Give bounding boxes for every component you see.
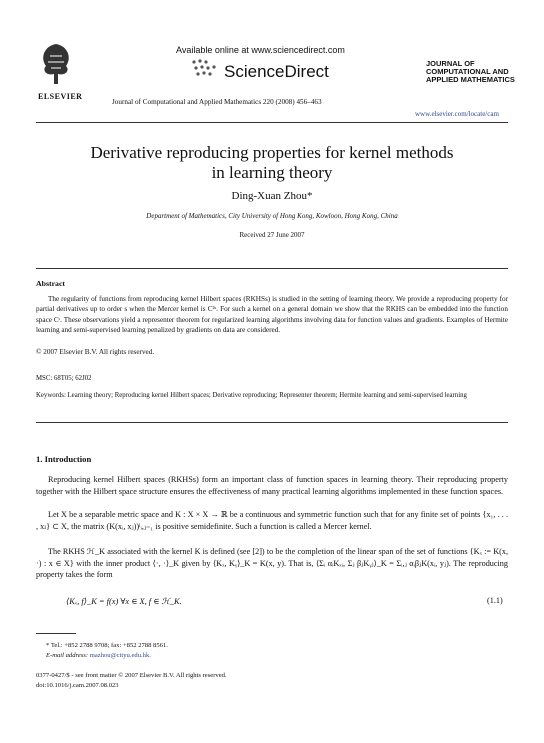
available-online-text: Available online at www.sciencedirect.com [176, 45, 345, 55]
journal-logo-line: APPLIED MATHEMATICS [426, 75, 515, 84]
intro-paragraph-3: The RKHS ℋ_K associated with the kernel K is defined (see [2]) to be the completion of the linear span of the set of functions {Kₓ := K(x, ·) : x ∈ X} with the inner product ⟨·, ·⟩_K given by ⟨Kₓ, Kᵧ⟩_K = K(x, y). That is, ⟨Σᵢ αᵢKₓᵢ, Σⱼ βⱼKᵧⱼ⟩_K = Σᵢ,ⱼ αᵢβⱼK(xᵢ, yⱼ). The reproducing property takes the form [36, 547, 508, 580]
abstract-bottom-rule [36, 422, 508, 423]
footnote-contact: * Tel.: +852 2788 9708; fax: +852 2788 8561. [46, 642, 168, 649]
journal-url-link[interactable]: www.elsevier.com/locate/cam [415, 110, 499, 118]
issn-line: 0377-0427/$ - see front matter © 2007 Elsevier B.V. All rights reserved. [36, 672, 227, 679]
email-label: E-mail address: [46, 652, 89, 659]
sciencedirect-dots-icon [190, 58, 220, 80]
title-line: in learning theory [211, 163, 333, 182]
abstract-top-rule [36, 268, 508, 269]
publisher-logo-text: ELSEVIER [38, 92, 83, 101]
intro-paragraph-2: Let X be a separable metric space and K : X × X → ℝ be a continuous and symmetric function such that for any finite set of points {x₁, . . . , xₗ} ⊂ X, the matrix (K(xᵢ, xⱼ))ˡᵢ,ⱼ₌₁ is positive semidefinite. Such a function is called a Mercer kernel. [36, 510, 508, 531]
journal-citation: Journal of Computational and Applied Mathematics 220 (2008) 456–463 [112, 98, 322, 106]
sciencedirect-wordmark: ScienceDirect [224, 62, 329, 81]
equation-1-1: ⟨Kₓ, f⟩_K = f(x) ∀x ∈ X, f ∈ ℋ_K. [66, 597, 182, 606]
intro-paragraph-1: Reproducing kernel Hilbert spaces (RKHSs) form an important class of function spaces in learning theory. Their reproducing property together with the Hilbert space structure ensures the effectiveness of many practical learning algorithms implemented in these function spaces. [36, 475, 508, 496]
email-link[interactable]: mazhou@cityu.edu.hk. [89, 652, 151, 659]
author-affiliation: Department of Mathematics, City University of Hong Kong, Kowloon, Hong Kong, China [146, 212, 398, 220]
received-date: Received 27 June 2007 [239, 231, 305, 239]
footnote-rule [36, 633, 76, 634]
abstract-heading: Abstract [36, 279, 66, 288]
keywords: Keywords: Learning theory; Reproducing kernel Hilbert spaces; Derivative reproducing; Representer theorem; Hermite learning and semi-supervised learning [36, 392, 467, 399]
equation-number: (1.1) [487, 596, 503, 605]
journal-logo [426, 60, 526, 84]
msc-codes: MSC: 68T05; 62J02 [36, 375, 92, 382]
footnote-email [46, 652, 151, 659]
doi-line[interactable]: doi:10.1016/j.cam.2007.08.023 [36, 682, 119, 689]
author-name: Ding-Xuan Zhou* [231, 190, 313, 202]
abstract-copyright: © 2007 Elsevier B.V. All rights reserved. [36, 348, 155, 356]
elsevier-tree-logo [36, 38, 76, 86]
journal-logo-line: JOURNAL OF [426, 59, 475, 68]
journal-logo-line: COMPUTATIONAL AND [426, 67, 509, 76]
article-title [36, 143, 508, 183]
header-rule [36, 122, 508, 123]
section-heading: 1. Introduction [36, 454, 92, 464]
title-line: Derivative reproducing properties for kernel methods [90, 143, 454, 162]
abstract-body: The regularity of functions from reproducing kernel Hilbert spaces (RKHSs) is studied in the setting of learning theory. We provide a reproducing property for partial derivatives up to order s when the Mercer kernel is C²ˢ. For such a kernel on a general domain we show that the RKHS can be embedded into the function space Cˢ. These observations yield a representer theorem for regularized learning algorithms involving data for function values and gradients. Examples of Hermite learning and semi-supervised learning penalized by gradients on data are considered. [36, 295, 508, 334]
